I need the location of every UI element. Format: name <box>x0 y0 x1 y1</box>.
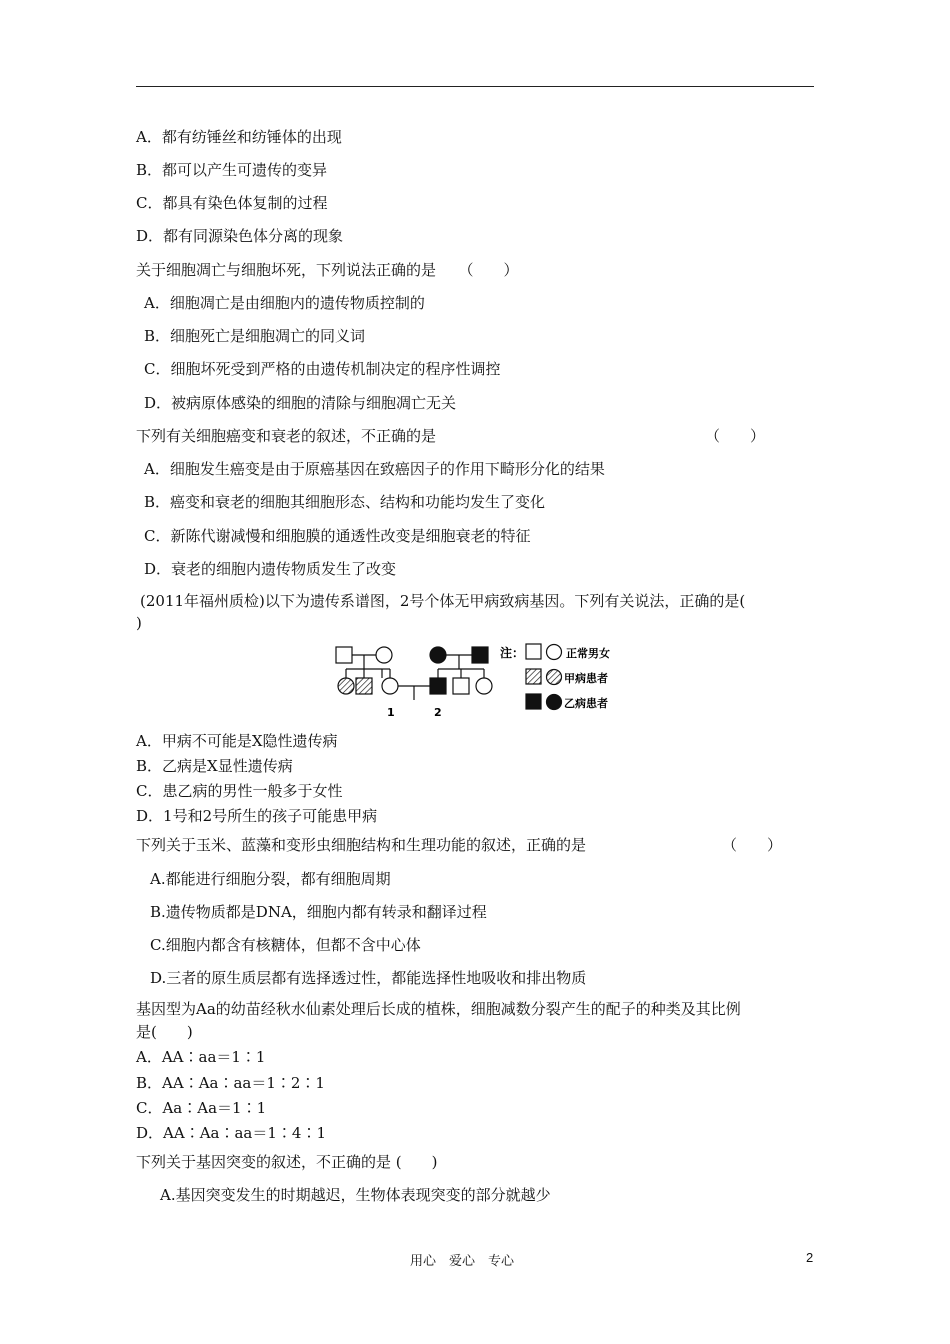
q6-option-d: D．AA∶Aa∶aa＝1∶4∶1 <box>136 1124 326 1142</box>
q2-stem: 关于细胞凋亡与细胞坏死，下列说法正确的是 （ ） <box>136 261 519 279</box>
q7-stem: 下列关于基因突变的叙述，不正确的是 ( ) <box>136 1153 438 1171</box>
header-rule <box>136 86 814 87</box>
q3-stem: 下列有关细胞癌变和衰老的叙述，不正确的是 <box>136 427 437 445</box>
q6-stem-line2: 是( ) <box>136 1023 193 1041</box>
q1-option-d: D．都有同源染色体分离的现象 <box>136 227 344 245</box>
q3-option-a: A．细胞发生癌变是由于原癌基因在致癌因子的作用下畸形分化的结果 <box>144 460 605 478</box>
q4-option-a: A．甲病不可能是X隐性遗传病 <box>136 732 338 750</box>
pedigree-jia-female <box>338 678 354 694</box>
legend-jia: 甲病患者 <box>564 672 608 685</box>
q5-option-c: C.细胞内都含有核糖体，但都不含中心体 <box>150 936 421 954</box>
pedigree-jia-male <box>356 678 372 694</box>
q3-answer-bracket: （ ） <box>705 427 766 445</box>
pedigree-figure <box>326 636 626 722</box>
q3-option-c: C．新陈代谢减慢和细胞膜的通透性改变是细胞衰老的特征 <box>144 527 531 545</box>
legend-yi-female-icon <box>547 695 562 710</box>
legend-note: 注： <box>500 646 525 660</box>
pedigree-individual-1 <box>382 678 398 694</box>
legend-normal: 正常男女 <box>566 647 610 660</box>
q3-option-d: D．衰老的细胞内遗传物质发生了改变 <box>144 560 397 578</box>
pedigree-normal-female <box>376 647 392 663</box>
q1-option-a: A．都有纺锤丝和纺锤体的出现 <box>136 128 342 146</box>
legend-yi-male-icon <box>526 694 541 709</box>
pedigree-label-2: 2 <box>434 706 442 719</box>
q4-stem-line2: ) <box>136 614 142 632</box>
pedigree-yi-female <box>430 647 446 663</box>
q3-option-b: B．癌变和衰老的细胞其细胞形态、结构和功能均发生了变化 <box>144 493 546 511</box>
page-number: 2 <box>806 1250 814 1265</box>
legend-yi: 乙病患者 <box>564 697 608 710</box>
q4-stem-line1: (2011年福州质检)以下为遗传系谱图，2号个体无甲病致病基因。下列有关说法，正确的是( <box>140 592 746 610</box>
q7-option-a: A.基因突变发生的时期越迟，生物体表现突变的部分就越少 <box>160 1186 551 1204</box>
q6-option-b: B．AA∶Aa∶aa＝1∶2∶1 <box>136 1074 325 1092</box>
q5-answer-bracket: （ ） <box>722 836 783 854</box>
q4-option-d: D．1号和2号所生的孩子可能患甲病 <box>136 807 378 825</box>
legend-normal-female-icon <box>547 645 562 660</box>
q1-option-b: B．都可以产生可遗传的变异 <box>136 161 328 179</box>
q2-option-c: C．细胞坏死受到严格的由遗传机制决定的程序性调控 <box>144 360 501 378</box>
q4-option-b: B．乙病是X显性遗传病 <box>136 757 293 775</box>
q6-option-a: A．AA∶aa＝1∶1 <box>136 1048 266 1066</box>
legend-jia-female-icon <box>547 670 562 685</box>
pedigree-normal-son <box>453 678 469 694</box>
pedigree-individual-2 <box>430 678 446 694</box>
q2-option-b: B．细胞死亡是细胞凋亡的同义词 <box>144 327 366 345</box>
footer-text: 用心 爱心 专心 <box>410 1254 515 1269</box>
legend-normal-male-icon <box>526 644 541 659</box>
q5-stem: 下列关于玉米、蓝藻和变形虫细胞结构和生理功能的叙述，正确的是 <box>136 836 587 854</box>
q6-option-c: C．Aa∶Aa＝1∶1 <box>136 1099 267 1117</box>
q2-option-a: A．细胞凋亡是由细胞内的遗传物质控制的 <box>144 294 425 312</box>
pedigree-label-1: 1 <box>387 706 395 719</box>
q5-option-b: B.遗传物质都是DNA，细胞内都有转录和翻译过程 <box>150 903 487 921</box>
pedigree-normal-male <box>336 647 352 663</box>
q2-option-d: D．被病原体感染的细胞的清除与细胞凋亡无关 <box>144 394 457 412</box>
legend-jia-male-icon <box>526 669 541 684</box>
q1-option-c: C．都具有染色体复制的过程 <box>136 194 328 212</box>
q6-stem-line1: 基因型为Aa的幼苗经秋水仙素处理后长成的植株，细胞减数分裂产生的配子的种类及其比例 <box>136 1000 741 1018</box>
pedigree-yi-male <box>472 647 488 663</box>
pedigree-normal-daughter <box>476 678 492 694</box>
q5-option-d: D.三者的原生质层都有选择透过性，都能选择性地吸收和排出物质 <box>150 969 587 987</box>
q5-option-a: A.都能进行细胞分裂，都有细胞周期 <box>150 870 391 888</box>
q4-option-c: C．患乙病的男性一般多于女性 <box>136 782 343 800</box>
